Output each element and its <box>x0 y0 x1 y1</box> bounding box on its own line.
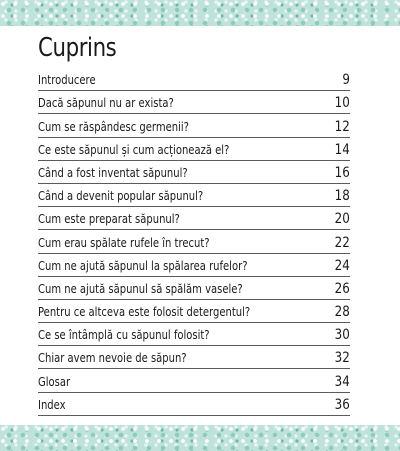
toc-entry-label: Când a devenit popular săpunul? <box>38 188 204 204</box>
toc-entry-label: Glosar <box>38 373 71 389</box>
toc-entry-label: Cum ne ajută săpunul la spălarea rufelor? <box>38 257 248 273</box>
toc-entry-page: 32 <box>334 350 350 367</box>
toc-entry-label: Cum se răspândesc germenii? <box>38 118 189 134</box>
toc-entry-cum-se-raspandesc-germenii[interactable] <box>38 114 350 137</box>
toc-entry-chiar-avem-nevoie[interactable] <box>38 346 350 369</box>
toc-entry-spalam-vasele[interactable] <box>38 277 350 300</box>
toc-entry-page: 30 <box>334 327 350 344</box>
toc-entry-label: Pentru ce altceva este folosit detergentul? <box>38 304 251 320</box>
toc-entry-page: 12 <box>334 118 350 135</box>
toc-entry-page: 10 <box>334 95 350 112</box>
toc-entry-page: 28 <box>334 304 350 321</box>
toc-entry-page: 18 <box>334 188 350 205</box>
toc-entry-cum-este-preparat[interactable] <box>38 207 350 230</box>
toc-entry-label: Dacă săpunul nu ar exista? <box>38 95 174 111</box>
toc-entry-label: Cum este preparat săpunul? <box>38 211 180 227</box>
toc-entry-page: 20 <box>334 211 350 228</box>
toc-entry-page: 14 <box>334 141 350 158</box>
toc-entry-introducere[interactable] <box>38 68 350 91</box>
toc-entry-cum-erau-spalate-rufele[interactable] <box>38 230 350 253</box>
toc-entry-label: Cum ne ajută săpunul să spălăm vasele? <box>38 280 243 296</box>
toc-entry-page: 16 <box>334 164 350 181</box>
toc-entry-label: Index <box>38 396 66 412</box>
toc-title: Cuprins <box>38 33 117 63</box>
toc-entry-page: 24 <box>334 257 350 274</box>
toc-entry-cand-a-devenit-popular[interactable] <box>38 184 350 207</box>
toc-list <box>38 68 350 416</box>
toc-entry-ce-este-sapunul[interactable] <box>38 138 350 161</box>
toc-entry-label: Ce se întâmplă cu săpunul folosit? <box>38 327 210 343</box>
toc-entry-page: 34 <box>334 373 350 390</box>
toc-entry-label: Când a fost inventat săpunul? <box>38 164 188 180</box>
toc-entry-cand-a-fost-inventat[interactable] <box>38 161 350 184</box>
toc-entry-label: Cum erau spălate rufele în trecut? <box>38 234 210 250</box>
toc-entry-glosar[interactable] <box>38 369 350 392</box>
toc-entry-sapunul-folosit[interactable] <box>38 323 350 346</box>
toc-entry-page: 22 <box>334 234 350 251</box>
toc-entry-page: 26 <box>334 280 350 297</box>
toc-entry-label: Introducere <box>38 72 96 88</box>
toc-entry-index[interactable] <box>38 393 350 416</box>
toc-entry-page: 9 <box>342 72 350 89</box>
decorative-bottom-border <box>0 425 400 451</box>
toc-entry-label: Chiar avem nevoie de săpun? <box>38 350 187 366</box>
toc-entry-page: 36 <box>334 396 350 413</box>
toc-entry-label: Ce este săpunul și cum acționează el? <box>38 141 230 157</box>
decorative-top-border <box>0 0 400 26</box>
toc-entry-detergentul[interactable] <box>38 300 350 323</box>
toc-entry-spalarea-rufelor[interactable] <box>38 254 350 277</box>
table-of-contents <box>38 30 350 416</box>
toc-entry-daca-sapunul-nu-ar-exista[interactable] <box>38 91 350 114</box>
